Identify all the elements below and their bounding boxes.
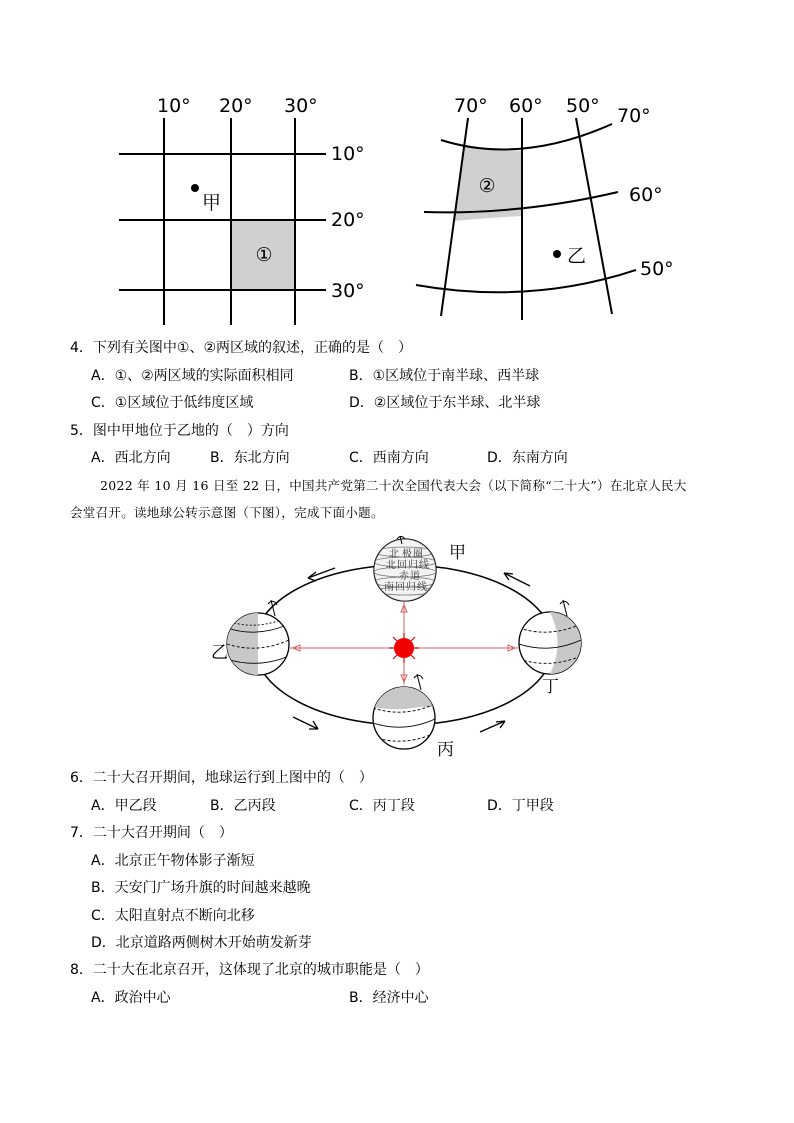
region-2-label: ② [478, 175, 496, 197]
lon-label: 20° [219, 95, 253, 117]
question-7-option-d[interactable]: D．北京道路两侧树木开始萌发新芽 [91, 935, 312, 951]
question-8-option-a[interactable]: A．政治中心 [91, 990, 171, 1006]
svg-text:回: 回 [395, 582, 405, 593]
question-7-option-a[interactable]: A．北京正午物体影子渐短 [91, 853, 255, 869]
svg-text:回: 回 [397, 560, 407, 571]
question-5-stem: 5．图中甲地位于乙地的（ ）方向 [70, 423, 289, 439]
label-yi: 乙 [211, 643, 228, 663]
globe-jia [374, 536, 436, 602]
question-5-option-d[interactable]: D．东南方向 [487, 450, 568, 466]
sun-icon [389, 633, 419, 663]
lat-label: 50° [640, 258, 674, 280]
svg-text:归: 归 [406, 582, 416, 593]
svg-text:线: 线 [417, 582, 427, 593]
lon-label: 10° [157, 95, 191, 117]
question-4-option-b[interactable]: B．①区域位于南半球、西半球 [349, 368, 540, 384]
globe-jia-text [384, 547, 429, 593]
globe-yi [227, 600, 289, 675]
lat-label: 60° [629, 184, 663, 206]
lon-label: 30° [284, 95, 318, 117]
globe-ding [519, 600, 581, 674]
question-5-option-a[interactable]: A．西北方向 [91, 450, 171, 466]
question-4-stem: 4．下列有关图中①、②两区域的叙述，正确的是（ ） [70, 340, 413, 356]
question-7-stem: 7．二十大召开期间（ ） [70, 825, 233, 841]
region-1-label: ① [255, 244, 273, 266]
left-grid [119, 95, 365, 325]
label-bing: 丙 [437, 740, 454, 760]
globe-bing [373, 674, 435, 749]
intro-line-2: 会堂召开。读地球公转示意图（下图），完成下面小题。 [70, 505, 384, 520]
question-7-option-b[interactable]: B．天安门广场升旗的时间越来越晚 [91, 880, 311, 896]
intro-line-1: 2022 年 10 月 16 日至 22 日，中国共产党第二十次全国代表大会（以下简称“二十大”）在北京人民大 [100, 478, 687, 493]
lon-label: 60° [509, 95, 543, 117]
question-8-option-b[interactable]: B．经济中心 [349, 990, 429, 1006]
svg-text:北: 北 [389, 549, 399, 560]
lat-label: 10° [331, 143, 365, 165]
parallel-line [416, 270, 636, 292]
question-8-stem: 8．二十大在北京召开，这体现了北京的城市职能是（ ） [70, 962, 429, 978]
question-6-option-a[interactable]: A．甲乙段 [91, 798, 157, 814]
question-4-option-c[interactable]: C．①区域位于低纬度区域 [91, 395, 254, 411]
svg-text:北: 北 [386, 560, 396, 571]
lat-label: 70° [617, 105, 651, 127]
question-6-stem: 6．二十大召开期间，地球运行到上图中的（ ） [70, 770, 373, 786]
svg-text:线: 线 [419, 560, 429, 571]
label-jia: 甲 [449, 543, 466, 563]
right-grid [416, 95, 674, 320]
question-6-option-d[interactable]: D．丁甲段 [487, 798, 554, 814]
intro-paragraph [70, 472, 730, 526]
svg-text:道: 道 [410, 571, 420, 582]
svg-text:南: 南 [384, 582, 394, 593]
label-ding: 丁 [542, 677, 559, 697]
svg-text:圈: 圈 [413, 549, 423, 560]
lon-label: 50° [566, 95, 600, 117]
svg-text:归: 归 [408, 560, 418, 571]
svg-text:赤: 赤 [399, 571, 409, 582]
point-jia-marker [191, 184, 199, 192]
question-4-option-d[interactable]: D．②区域位于东半球、北半球 [349, 395, 541, 411]
question-5-option-b[interactable]: B．东北方向 [210, 450, 290, 466]
lat-lon-grid-figure [0, 0, 794, 340]
point-yi-label: 乙 [567, 245, 587, 267]
question-6-option-b[interactable]: B．乙丙段 [210, 798, 276, 814]
lat-label: 30° [331, 280, 365, 302]
question-7-option-c[interactable]: C．太阳直射点不断向北移 [91, 908, 255, 924]
lat-label: 20° [331, 209, 365, 231]
question-6-option-c[interactable]: C．丙丁段 [349, 798, 415, 814]
lon-label: 70° [454, 95, 488, 117]
earth-orbit-figure [0, 520, 794, 770]
question-4-option-a[interactable]: A．①、②两区域的实际面积相同 [91, 368, 294, 384]
point-yi-marker [553, 250, 561, 258]
question-5-option-c[interactable]: C．西南方向 [349, 450, 429, 466]
svg-text:极: 极 [402, 549, 412, 560]
point-jia-label: 甲 [202, 192, 222, 214]
